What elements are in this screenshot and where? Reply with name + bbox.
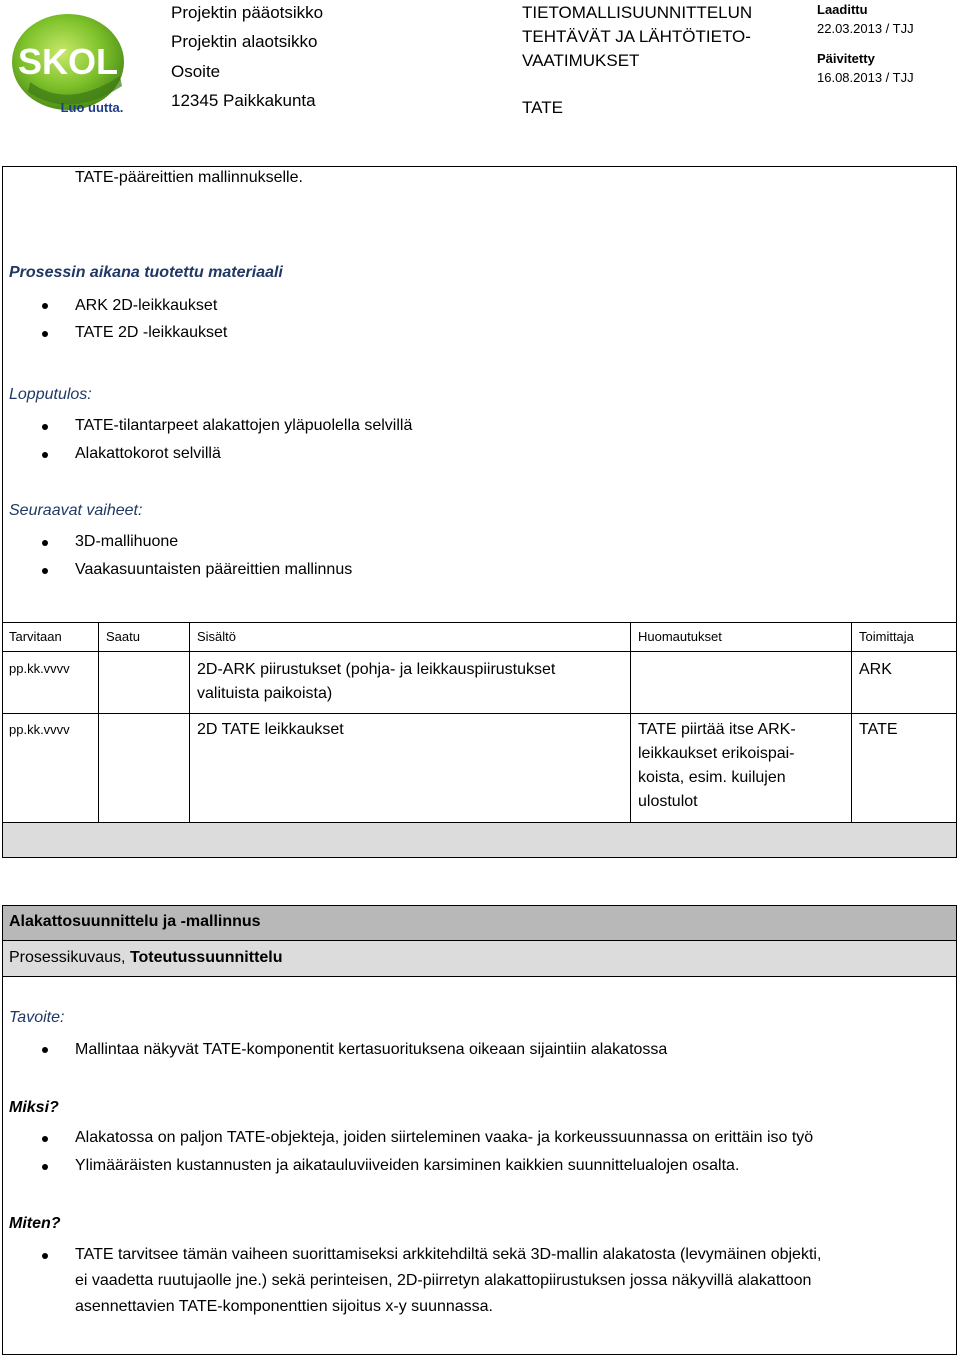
bullet <box>42 1136 48 1142</box>
next-item: Vaakasuuntaisten pääreittien mallinnus <box>75 561 353 578</box>
cell-needed: pp.kk.vvvv <box>9 661 70 676</box>
col-header-received: Saatu <box>106 629 140 644</box>
bullet <box>42 1164 48 1170</box>
why-heading: Miksi? <box>9 1099 59 1116</box>
company-logo <box>10 12 140 118</box>
material-item: TATE 2D -leikkaukset <box>75 324 228 341</box>
how-line: TATE tarvitsee tämän vaiheen suorittamiseksi arkkitehdiltä sekä 3D-mallin alakatosta (levymäinen objekti, <box>75 1246 822 1263</box>
how-heading: Miten? <box>9 1215 61 1232</box>
project-subtitle: Projektin alaotsikko <box>171 32 318 51</box>
how-line: ei vaadetta ruutujaolle jne.) sekä perinteisen, 2D-piirretyn alakattopiirustuksen jossa näkyvillä alakattoon <box>75 1272 812 1289</box>
section2-subtitle: Prosessikuvaus, Toteutussuunnittelu <box>9 949 283 966</box>
goal-item: Mallintaa näkyvät TATE-komponentit kertasuorituksena oikeaan sijaintiin alakatossa <box>75 1041 668 1058</box>
doc-title-line-1: TIETOMALLISUUNNITTELUN <box>522 3 753 22</box>
bullet <box>42 331 48 337</box>
project-title: Projektin pääotsikko <box>171 3 324 22</box>
created-value: 22.03.2013 / TJJ <box>817 21 914 36</box>
bullet <box>42 568 48 574</box>
result-item: TATE-tilantarpeet alakattojen yläpuolella selvillä <box>75 417 413 434</box>
bullet <box>42 424 48 430</box>
bullet <box>42 540 48 546</box>
next-heading: Seuraavat vaiheet: <box>9 502 143 519</box>
cell-content: 2D-ARK piirustukset (pohja- ja leikkauspiirustukset valituista paikoista) <box>197 661 556 702</box>
next-item: 3D-mallihuone <box>75 533 179 550</box>
bullet <box>42 303 48 309</box>
why-item: Ylimääräisten kustannusten ja aikatauluviiveiden karsiminen kaikkien suunnittelualojen osalta. <box>75 1157 740 1174</box>
updated-label: Päivitetty <box>817 51 875 66</box>
section2-title: Alakattosuunnittelu ja -mallinnus <box>9 913 261 930</box>
bullet <box>42 452 48 458</box>
why-item: Alakatossa on paljon TATE-objekteja, joiden siirteleminen vaaka- ja korkeussuunnassa on erittäin iso työ <box>75 1129 814 1146</box>
col-header-content: Sisältö <box>197 629 237 644</box>
bullet <box>42 1253 48 1259</box>
project-city: 12345 Paikkakunta <box>171 91 316 110</box>
logo-text: SKOL <box>17 41 119 82</box>
cell-supplier: ARK <box>859 661 892 678</box>
cell-supplier: TATE <box>859 721 898 738</box>
result-item: Alakattokorot selvillä <box>75 445 221 462</box>
material-heading: Prosessin aikana tuotettu materiaali <box>9 264 283 281</box>
result-heading: Lopputulos: <box>9 386 92 403</box>
col-header-supplier: Toimittaja <box>859 629 914 644</box>
cell-needed: pp.kk.vvvv <box>9 722 70 737</box>
logo-tagline: Luo uutta. <box>60 100 124 115</box>
table-footer-bar <box>3 823 956 857</box>
goal-heading: Tavoite: <box>9 1009 65 1026</box>
bullet <box>42 1047 48 1053</box>
how-line: asennettavien TATE-komponenttien sijoitus x-y suunnassa. <box>75 1298 493 1315</box>
doc-title-line-2: TEHTÄVÄT JA LÄHTÖTIETO- <box>522 27 751 46</box>
project-address: Osoite <box>171 62 221 81</box>
cell-notes: TATE piirtää itse ARK-leikkaukset erikoispai-koista, esim. kuilujen ulostulot <box>638 721 796 810</box>
doc-title-line-3: VAATIMUKSET <box>522 51 640 70</box>
col-header-notes: Huomautukset <box>638 629 722 644</box>
section1-intro: TATE-pääreittien mallinnukselle. <box>75 169 303 186</box>
updated-value: 16.08.2013 / TJJ <box>817 70 914 85</box>
col-header-needed: Tarvitaan <box>9 629 62 644</box>
created-label: Laadittu <box>817 2 868 17</box>
material-item: ARK 2D-leikkaukset <box>75 297 218 314</box>
doc-discipline: TATE <box>522 98 563 117</box>
cell-content: 2D TATE leikkaukset <box>197 721 344 738</box>
